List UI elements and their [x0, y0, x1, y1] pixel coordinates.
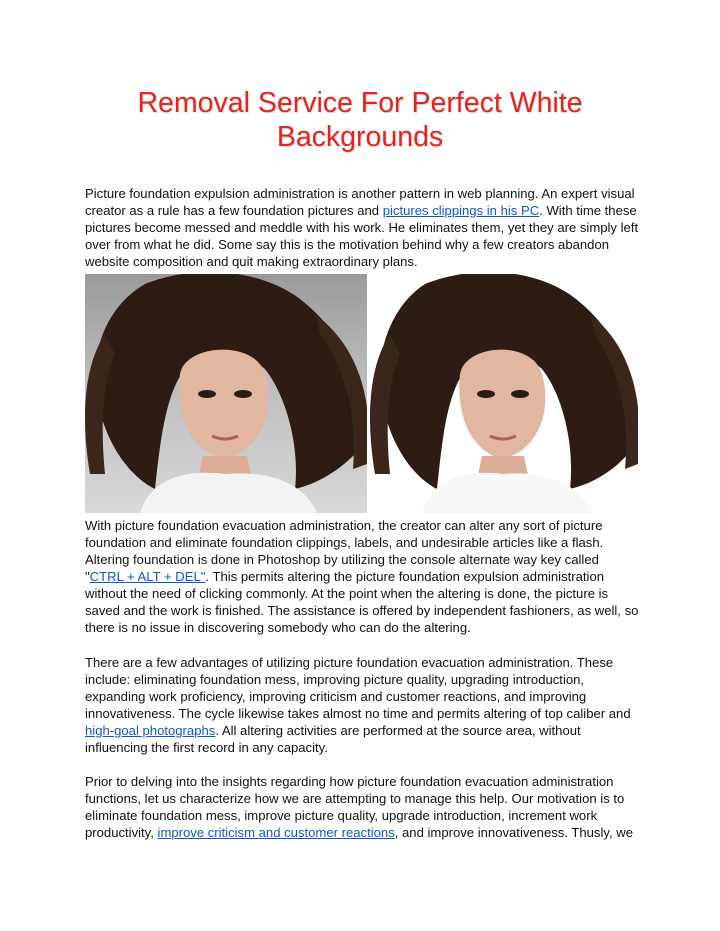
p4-text-1: Prior to delving into the insights regarding how picture foundation evacuation administration functions, let us characterize how we are attempting to manage this help. Our motivation is to eliminate foundation mess, improve picture quality, upgrade introduction, increment work productivity, [85, 774, 625, 840]
title-line-1: Removal Service For Perfect White [137, 87, 583, 119]
photo-before-gray-background [85, 274, 367, 513]
paragraph-evacuation [85, 517, 640, 636]
paragraph-intro [85, 185, 640, 270]
p4-text-2: , and improve innovativeness. Thusly, we [394, 825, 633, 840]
p3-text-2: . All altering activities are performed at the source area, without influencing the first record in any capacity. [85, 723, 581, 755]
p1-text-1: Picture foundation expulsion administration is another pattern in web planning. An expert visual creator as a rule has a few foundation pictures and [85, 186, 635, 218]
link-ctrl-alt-del[interactable]: CTRL + ALT + DEL" [89, 569, 206, 584]
title-line-2: Backgrounds [276, 121, 444, 153]
p3-text-1: There are a few advantages of utilizing picture foundation evacuation administration. These include: eliminating foundation mess, improving picture quality, upgrading introduction, expanding work proficiency, improving criticism and customer reactions, and improving innovativeness. The cycle likewise takes almost no time and permits altering of top caliber and [85, 655, 631, 721]
paragraph-motivation [85, 773, 640, 841]
photo-after-white-background [370, 274, 638, 513]
link-pictures-clippings[interactable]: pictures clippings in his PC [382, 203, 540, 218]
page-title [84, 86, 636, 154]
p2-text-1: With picture foundation evacuation administration, the creator can alter any sort of picture foundation and eliminate foundation clippings, labels, and undesirable articles like a flash. Altering foundation is done in Photoshop by utilizing the console alternate way key called " [85, 518, 604, 584]
link-high-goal-photographs[interactable]: high-goal photographs [85, 723, 216, 738]
p1-text-2: . With time these pictures become messed and meddle with his work. He eliminates them, yet they are simply left over from what he did. Some say this is the motivation behind why a few creators abandon website composition and quit making extraordinary plans. [85, 203, 639, 269]
link-improve-criticism[interactable]: improve criticism and customer reactions [157, 825, 395, 840]
p2-text-2: . This permits altering the picture foundation expulsion administration without the need of clicking commonly. At the point when the altering is done, the picture is saved and the work is finished. The assistance is offered by independent fashioners, as well, so there is no issue in discovering somebody who can do the altering. [85, 569, 639, 635]
paragraph-advantages [85, 654, 640, 756]
